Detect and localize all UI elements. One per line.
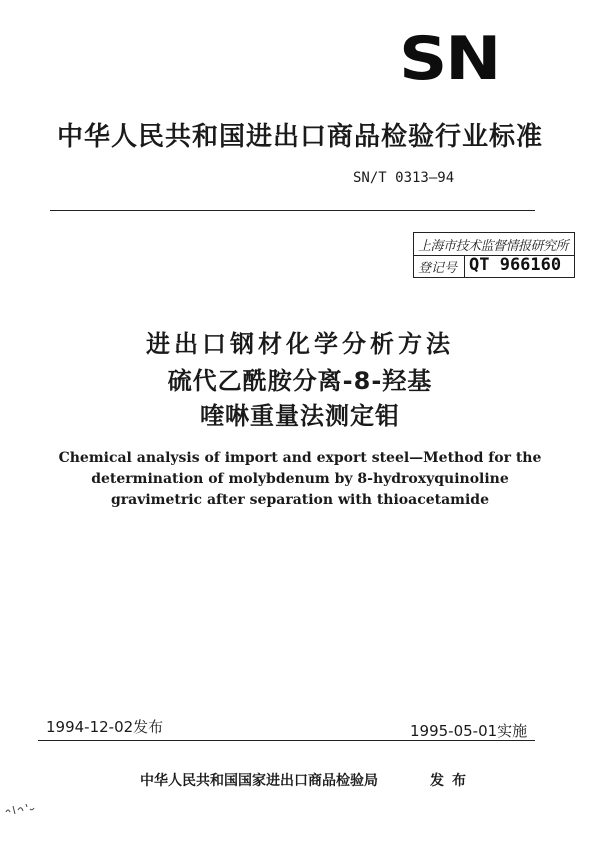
title-en-line-1: Chemical analysis of import and export steel—Method for the [58,450,542,466]
title-cn-line-1: 进出口钢材化学分析方法 [146,330,454,358]
standard-code: SN/T 0313—94 [353,170,455,186]
header-divider [50,210,535,211]
implementation-date: 1995-05-01实施 [410,722,528,740]
title-cn-line-2: 硫代乙酰胺分离-8-羟基 [167,367,433,395]
publisher: 中华人民共和国国家进出口商品检验局 [140,773,378,789]
stamp-institution: 上海市技术监督情报研究所 [418,239,569,254]
publish-label: 发布 [430,773,474,789]
title-en-line-2: determination of molybdenum by 8-hydroxyquinoline [91,471,509,487]
sn-logo: SN [399,24,500,94]
scan-artifact-marks [4,800,44,822]
stamp-label: 登记号 [418,261,458,276]
title-en-line-3: gravimetric after separation with thioacetamide [110,492,490,508]
registration-stamp [413,232,575,278]
issue-date: 1994-12-02发布 [46,718,164,736]
title-cn-line-3: 喹啉重量法测定钼 [200,402,400,430]
stamp-number: QT 966160 [469,255,562,275]
footer-divider [38,740,535,741]
standard-title: 中华人民共和国进出口商品检验行业标准 [56,122,543,152]
stamp-separator [464,255,465,277]
